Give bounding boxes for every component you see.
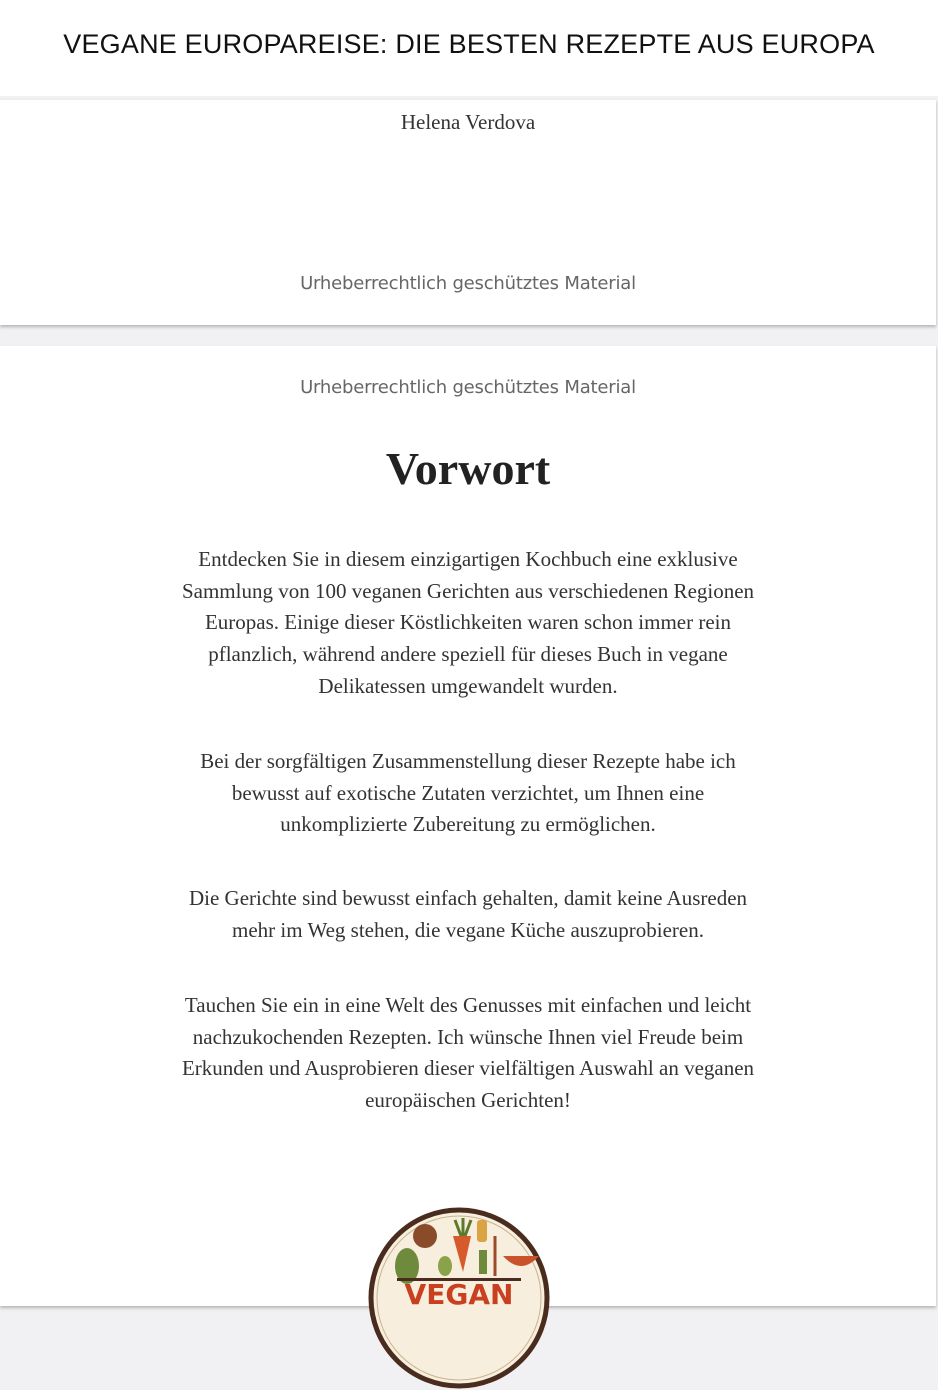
- paragraph-4: [0, 990, 936, 1117]
- paragraph-1: [0, 544, 936, 703]
- text-line: Erkunden und Ausprobieren dieser vielfältigen Auswahl an veganen: [181, 1056, 755, 1081]
- text-line: Sammlung von 100 veganen Gerichten aus verschiedenen Regionen: [181, 578, 755, 603]
- text-line: Die Gerichte sind bewusst einfach gehalten, damit keine Ausreden: [188, 886, 748, 910]
- text-line: Entdecken Sie in diesem einzigartigen Kochbuch eine exklusive: [198, 547, 738, 571]
- chapter-title: Vorwort: [385, 443, 551, 494]
- copyright-watermark: Urheberrechtlich geschütztes Material: [300, 377, 636, 398]
- bread-icon: [413, 1224, 437, 1248]
- logo-text: VEGAN: [404, 1278, 514, 1311]
- book-page-2: [0, 346, 936, 1311]
- book-page-1: [0, 100, 936, 325]
- text-line: Bei der sorgfältigen Zusammenstellung dieser Rezepte habe ich: [200, 749, 736, 773]
- text-line: unkomplizierte Zubereitung zu ermöglichen.: [280, 812, 656, 837]
- vegan-logo: [367, 1206, 551, 1390]
- text-line: mehr im Weg stehen, die vegane Küche auszuprobieren.: [232, 917, 704, 942]
- book-title: VEGANE EUROPAREISE: DIE BESTEN REZEPTE AUS EUROPA: [63, 28, 875, 59]
- text-line: Europas. Einige dieser Köstlichkeiten waren schon immer rein: [204, 610, 731, 635]
- text-line: bewusst auf exotische Zutaten verzichtet, um Ihnen eine: [231, 780, 705, 805]
- text-line: Tauchen Sie ein in eine Welt des Genusses mit einfachen und leicht: [184, 993, 752, 1017]
- copyright-watermark: Urheberrechtlich geschütztes Material: [300, 273, 636, 294]
- paragraph-2: [0, 746, 936, 841]
- author-name: Helena Verdova: [400, 110, 536, 134]
- text-line: pflanzlich, während andere speziell für dieses Buch in vegane: [208, 642, 728, 667]
- text-line: europäischen Gerichten!: [365, 1088, 571, 1113]
- paragraph-3: [0, 883, 936, 946]
- text-line: nachzukochenden Rezepten. Ich wünsche Ihnen viel Freude beim: [192, 1024, 744, 1049]
- text-line: Delikatessen umgewandelt wurden.: [318, 673, 618, 698]
- app-header: [0, 0, 938, 96]
